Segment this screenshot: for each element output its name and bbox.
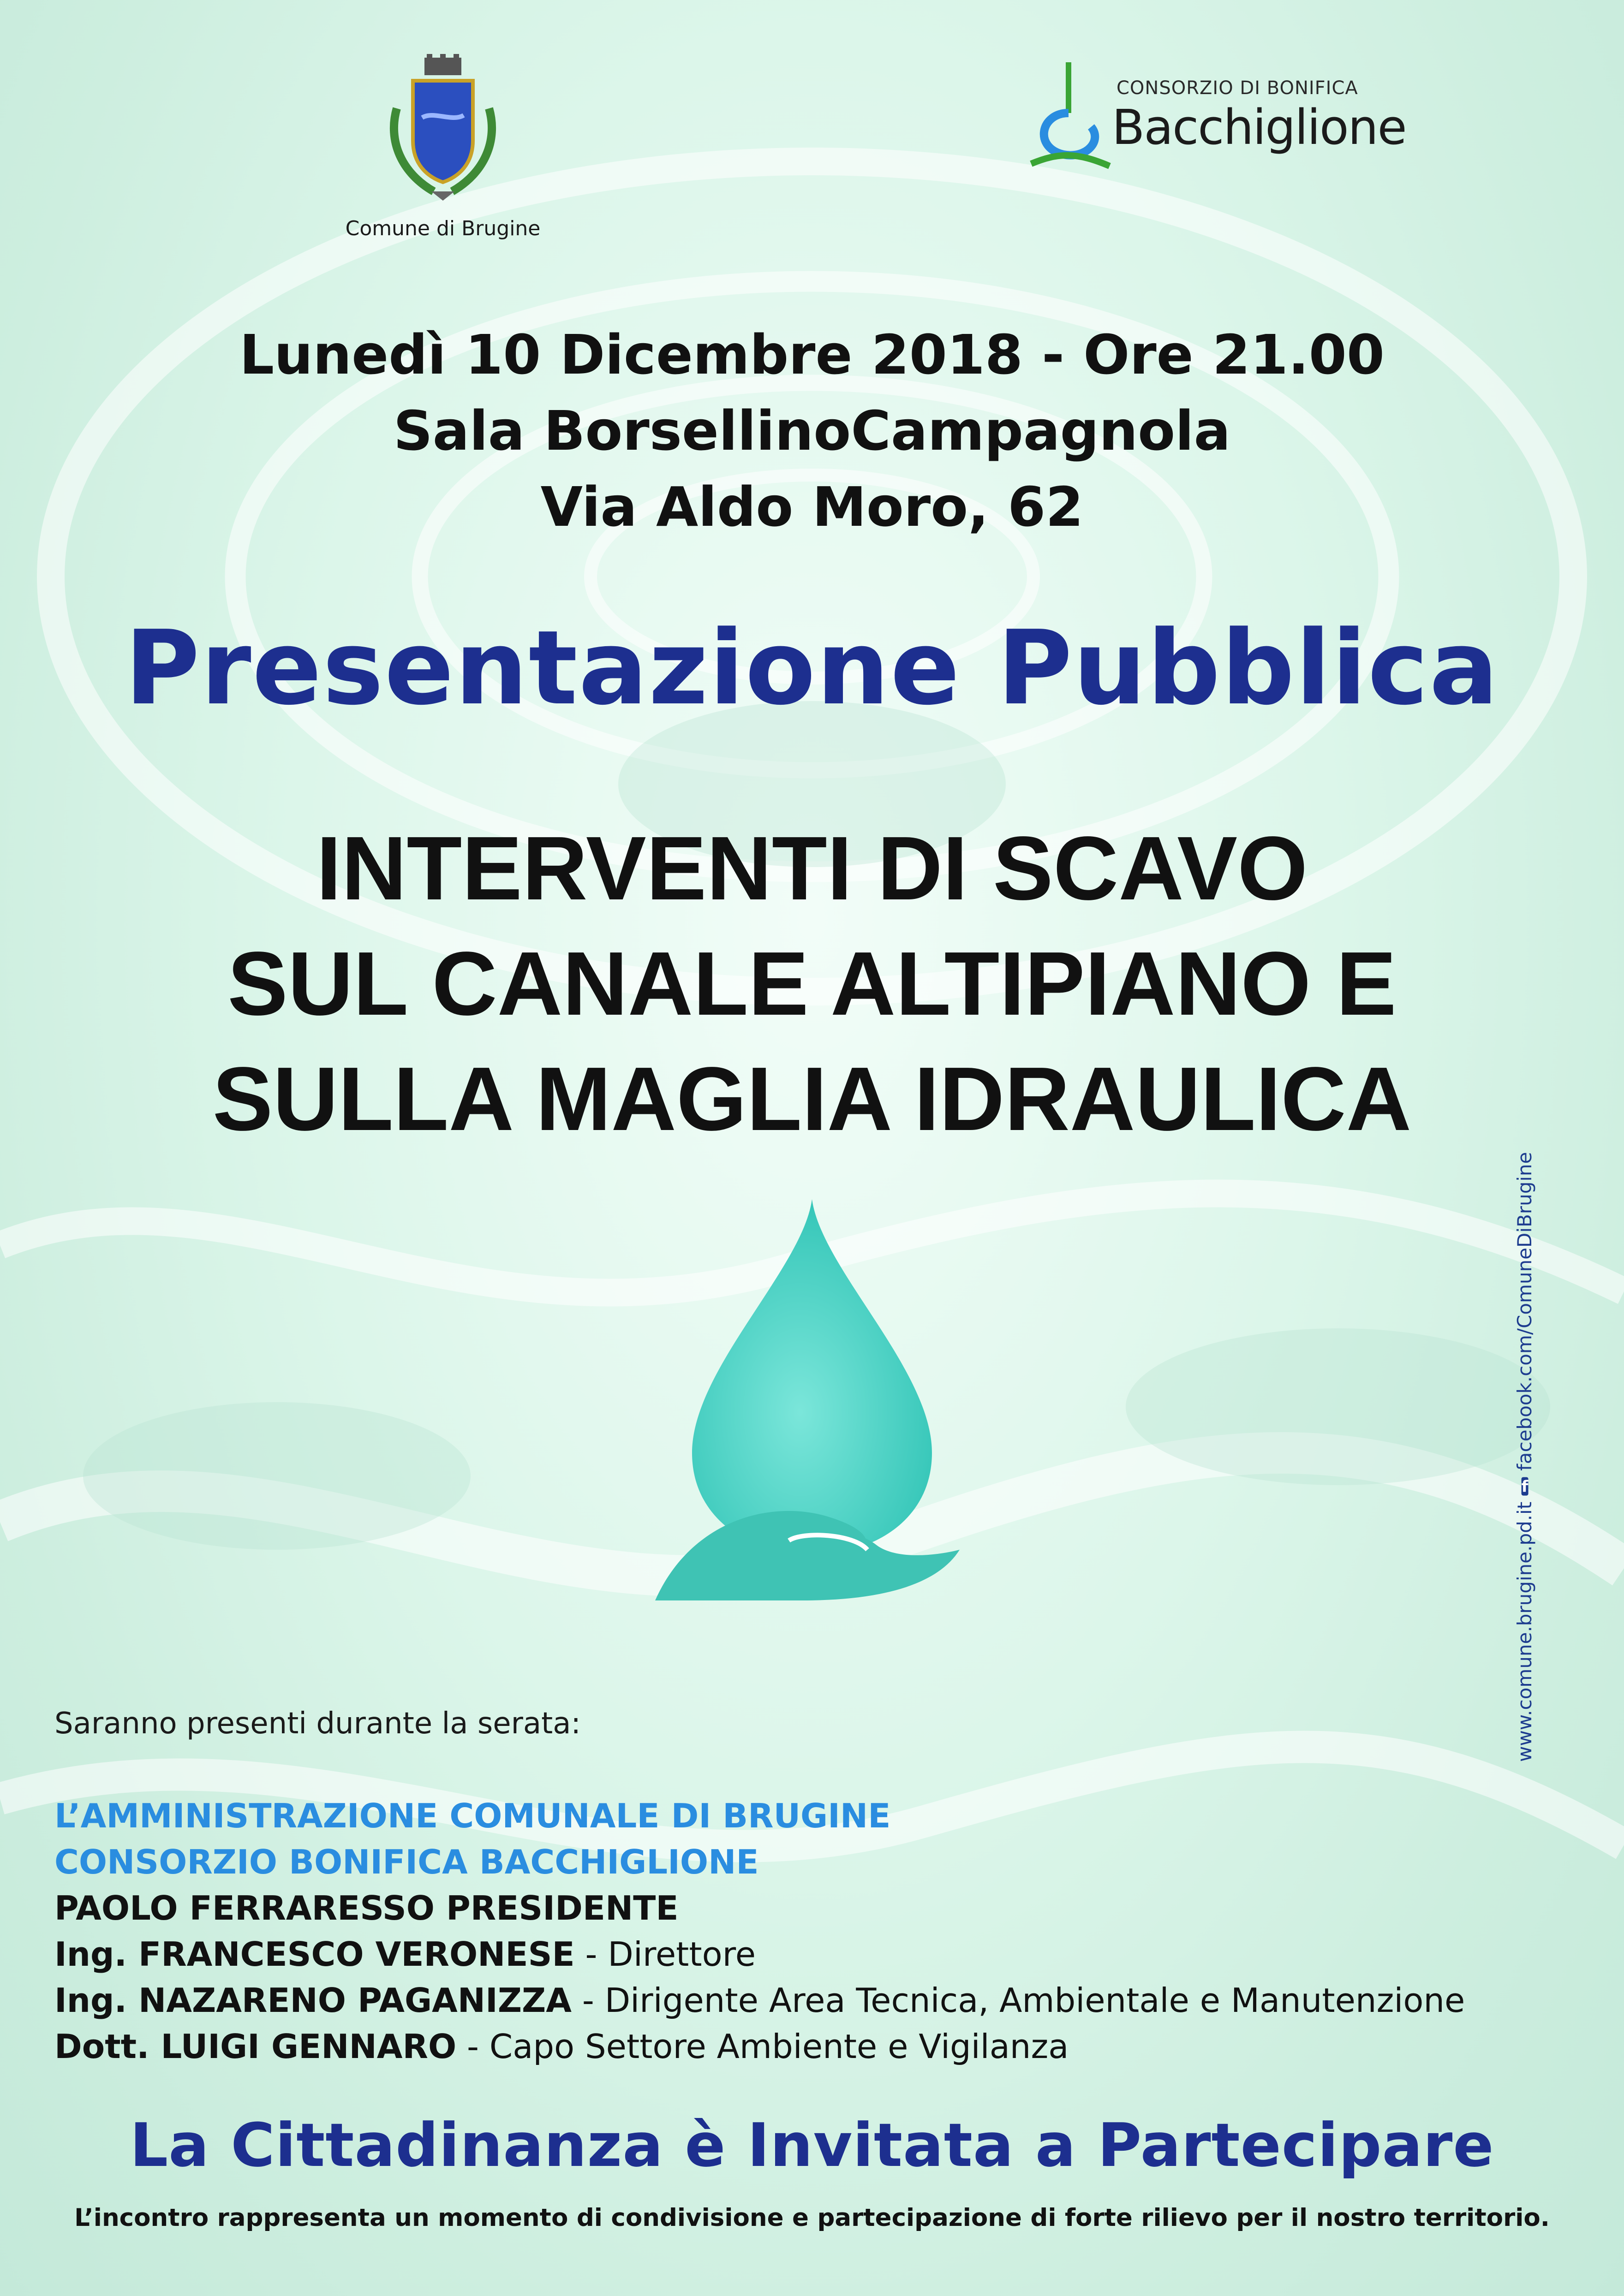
consorzio-bacchiglione-logo: [1022, 60, 1114, 171]
speaker-name: PAOLO FERRARESSO PRESIDENTE: [54, 1889, 679, 1927]
consorzio-name: Bacchiglione: [1112, 99, 1406, 155]
event-venue: Sala BorsellinoCampagnola: [393, 399, 1231, 463]
facebook-text[interactable]: facebook.com/ComuneDiBrugine: [1513, 1152, 1536, 1471]
speaker-name: Dott. LUIGI GENNARO: [54, 2027, 457, 2066]
speaker-line: [54, 2027, 1069, 2066]
consorzio-kicker: CONSORZIO DI BONIFICA: [1116, 77, 1358, 99]
headline-line: INTERVENTI DI SCAVO: [316, 818, 1308, 919]
speaker-line: [54, 1796, 890, 1835]
headline-line: SULLA MAGLIA IDRAULICA: [212, 1048, 1412, 1149]
speaker-name: Ing. NAZARENO PAGANIZZA: [54, 1981, 572, 2020]
speakers-intro: Saranno presenti durante la serata:: [54, 1707, 581, 1741]
presentation-title: Presentazione Pubblica: [125, 609, 1499, 728]
speaker-name: L’AMMINISTRAZIONE COMUNALE DI BRUGINE: [54, 1796, 891, 1835]
speaker-role: - Dirigente Area Tecnica, Ambientale e Manutenzione: [571, 1981, 1465, 2020]
headline-line: SUL CANALE ALTIPIANO E: [227, 933, 1397, 1034]
speaker-line: [54, 1981, 1465, 2020]
water-drop-hand-icon: [637, 1195, 987, 1610]
side-contacts: [1513, 1152, 1536, 1762]
speaker-line: [54, 1935, 756, 1974]
event-date-time: Lunedì 10 Dicembre 2018 - Ore 21.00: [239, 323, 1385, 387]
comune-coat-of-arms: [369, 53, 517, 205]
speaker-role: - Capo Settore Ambiente e Vigilanza: [456, 2027, 1069, 2066]
speaker-line: [54, 1843, 759, 1881]
speaker-role: - Direttore: [574, 1935, 756, 1974]
comune-name: Comune di Brugine: [345, 217, 541, 240]
facebook-icon: f: [1521, 1477, 1528, 1496]
invitation-text: La Cittadinanza è Invitata a Partecipare: [130, 2110, 1494, 2180]
website-text[interactable]: www.comune.brugine.pd.it: [1513, 1501, 1536, 1762]
event-address: Via Aldo Moro, 62: [540, 475, 1084, 539]
speaker-name: Ing. FRANCESCO VERONESE: [54, 1935, 575, 1974]
footer-note: L’incontro rappresenta un momento di condivisione e partecipazione di forte rilievo per il nostro territorio.: [74, 2204, 1550, 2232]
speaker-name: CONSORZIO BONIFICA BACCHIGLIONE: [54, 1843, 759, 1881]
speaker-line: [54, 1889, 679, 1927]
